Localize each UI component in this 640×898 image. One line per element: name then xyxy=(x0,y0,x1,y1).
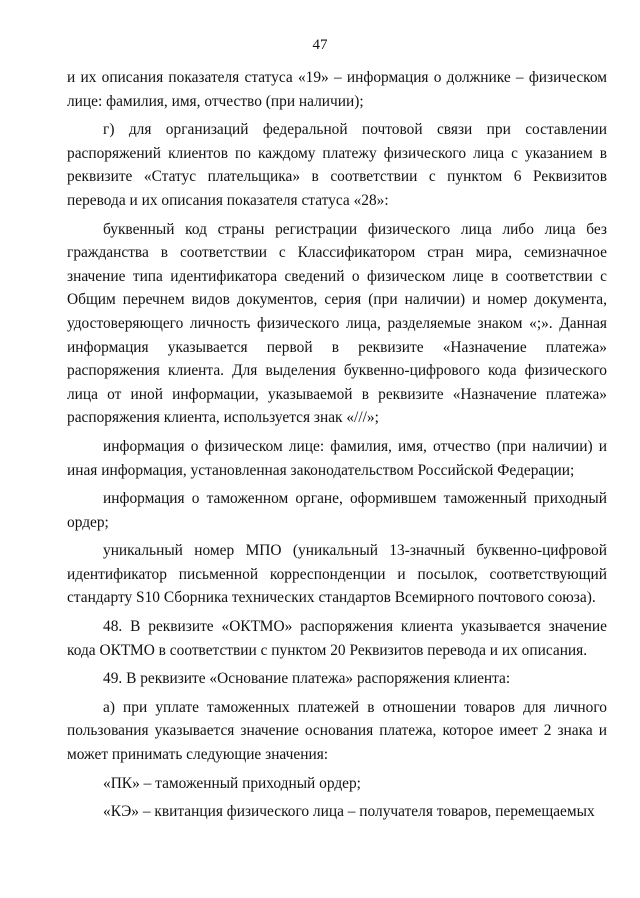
paragraph: 49. В реквизите «Основание платежа» распоряжения клиента: xyxy=(103,670,511,688)
document-body xyxy=(67,66,607,824)
paragraph: 48. В реквизите «ОКТМО» распоряжения клиента указывается значение кода ОКТМО в соответствии с пунктом 20 Реквизитов перевода и их описания. xyxy=(67,618,607,659)
paragraph: а) при уплате таможенных платежей в отношении товаров для личного пользования указывается значение основания платежа, которое имеет 2 знака и может принимать следующие значения: xyxy=(67,698,607,764)
paragraph: информация о таможенном органе, оформившем таможенный приходный ордер; xyxy=(67,490,607,531)
paragraph: «ПК» – таможенный приходный ордер; xyxy=(103,774,361,792)
paragraph: уникальный номер МПО (уникальный 13-значный буквенно-цифровой идентификатор письменной корреспонденции и посылок, соответствующий стандарту S10 Сборника технических стандартов Всемирного почтового союза). xyxy=(67,542,607,607)
paragraph: и их описания показателя статуса «19» – информация о должнике – физическом лице: фамилия, имя, отчество (при наличии); xyxy=(67,69,607,110)
paragraph: информация о физическом лице: фамилия, имя, отчество (при наличии) и иная информация, установленная законодательством Российской Федерации; xyxy=(67,437,607,479)
page-number: 47 xyxy=(312,37,328,53)
paragraph: г) для организаций федеральной почтовой связи при составлении распоряжений клиентов по каждому платежу физического лица с указанием в реквизите «Статус плательщика» в соответствии с пунктом 6 Реквизитов перевода и их описания показателя статуса «28»: xyxy=(67,121,607,209)
paragraph: «КЭ» – квитанция физического лица – получателя товаров, перемещаемых xyxy=(103,803,595,821)
paragraph: буквенный код страны регистрации физического лица либо лица без гражданства в соответствии с Классификатором стран мира, семизначное значение типа идентификатора сведений о физическом лице в соответствии с Общим перечнем видов документов, серия (при наличии) и номер документа, удостоверяющего личность физического лица, разделяемые знаком «;». Данная информация указывается первой в реквизите «Назначение платежа» распоряжения клиента. Для выделения буквенно-цифрового кода физического лица от иной информации, указываемой в реквизите «Назначение платежа» распоряжения клиента, используется знак «///»; xyxy=(67,220,607,427)
